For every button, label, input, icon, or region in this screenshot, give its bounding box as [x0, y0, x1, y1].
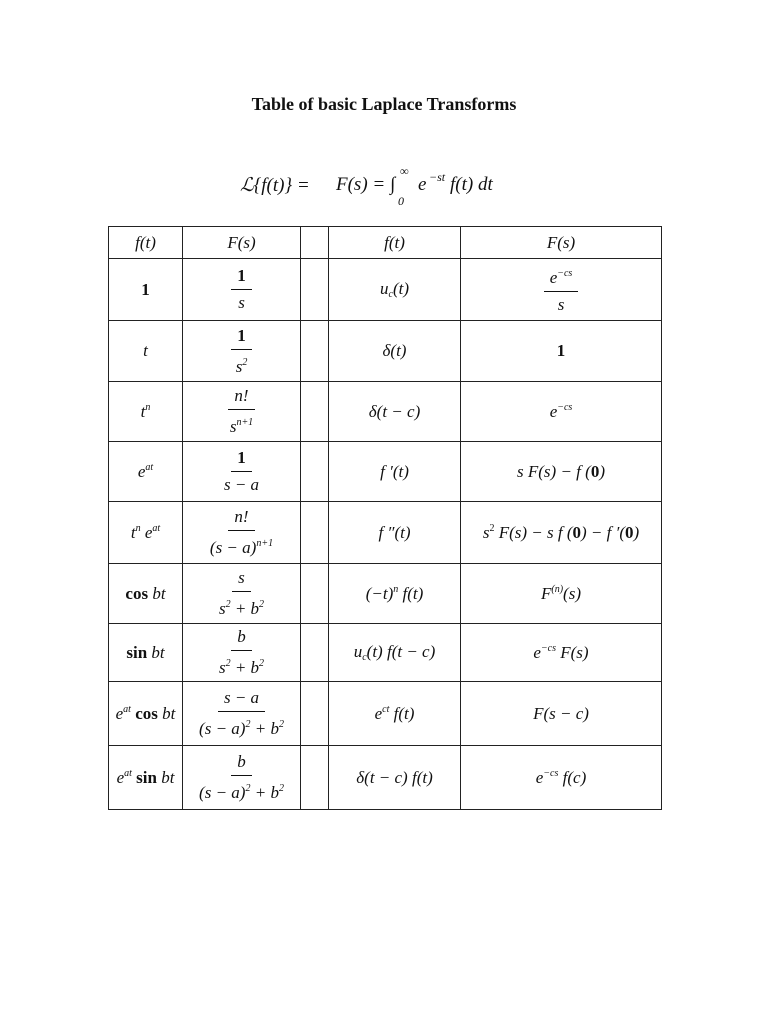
table-row — [109, 502, 662, 564]
laplace-table — [108, 226, 662, 810]
row-6-ft: cos bt — [109, 564, 183, 624]
definition-lower-limit: 0 — [398, 194, 404, 208]
row-5-Fs-right: $s^2$ F(s) − s f (0) − f ′(0) — [461, 502, 662, 564]
table-row — [109, 624, 662, 682]
row-8-Fs-right: F(s − c) — [461, 682, 662, 746]
row-5-ft: $t^n$ $e^{at}$ — [109, 502, 183, 564]
header-Fs-left: F(s) — [183, 227, 301, 259]
row-3-Fs-right: $e^{-cs}$ — [461, 382, 662, 442]
row-5-ft-right: f ″(t) — [329, 502, 461, 564]
row-1-Fs: $\frac{1}{s}$ — [183, 259, 301, 321]
separator-column — [301, 227, 329, 259]
row-6-Fs-right: $F^{(n)}(s)$ — [461, 564, 662, 624]
row-2-Fs: $\frac{1}{s^2}$ — [183, 321, 301, 382]
row-6-ft-right: $(-t)^n$ f(t) — [329, 564, 461, 624]
table-row — [109, 682, 662, 746]
row-5-Fs: $\frac{n!}{(s - a)^{n+1}}$ — [183, 502, 301, 564]
table-row — [109, 321, 662, 382]
row-9-ft-right: δ(t − c) f(t) — [329, 746, 461, 810]
row-4-ft: $e^{at}$ — [109, 442, 183, 502]
row-4-ft-right: f ′(t) — [329, 442, 461, 502]
table-row — [109, 442, 662, 502]
table-header-row — [109, 227, 662, 259]
row-7-ft: sin bt — [109, 624, 183, 682]
row-4-Fs: $\frac{1}{s - a}$ — [183, 442, 301, 502]
row-3-Fs: $\frac{n!}{s^{n+1}}$ — [183, 382, 301, 442]
definition-integrand-base: e — [418, 174, 427, 195]
row-2-Fs-right: 1 — [461, 321, 662, 382]
row-3-ft: $t^n$ — [109, 382, 183, 442]
row-4-Fs-right: s F(s) − f (0) — [461, 442, 662, 502]
row-8-Fs: $\frac{s - a}{(s - a)^2 + b^2}$ — [183, 682, 301, 746]
row-6-Fs: $\frac{s}{s^2 + b^2}$ — [183, 564, 301, 624]
definition-integrand-exp: −st — [429, 170, 446, 184]
row-1-ft: 1 — [109, 259, 183, 321]
row-9-Fs: $\frac{b}{(s - a)^2 + b^2}$ — [183, 746, 301, 810]
row-8-ft: $e^{at}$ cos bt — [109, 682, 183, 746]
row-8-ft-right: $e^{ct}$ f(t) — [329, 682, 461, 746]
row-7-Fs-right: $e^{-cs}$ F(s) — [461, 624, 662, 682]
row-2-ft-right: δ(t) — [329, 321, 461, 382]
laplace-definition — [240, 166, 530, 206]
definition-rhs: F(s) = ∫ — [336, 174, 396, 195]
definition-lhs: ℒ{f(t)} = — [240, 175, 310, 196]
table-row — [109, 382, 662, 442]
page-title: Table of basic Laplace Transforms — [251, 94, 517, 114]
row-1-ft-right: $u_c(t)$ — [329, 259, 461, 321]
row-1-Fs-right: $\frac{e^{-cs}}{s}$ — [461, 259, 662, 321]
row-2-ft: t — [109, 321, 183, 382]
definition-upper-limit: ∞ — [400, 164, 409, 178]
row-7-Fs: $\frac{b}{s^2 + b^2}$ — [183, 624, 301, 682]
table-row — [109, 746, 662, 810]
row-7-ft-right: $u_c(t) f(t - c)$ — [329, 624, 461, 682]
table-row — [109, 259, 662, 321]
header-ft-right: f(t) — [329, 227, 461, 259]
definition-integrand-rest: f(t) dt — [450, 174, 493, 195]
row-9-ft: $e^{at}$ sin bt — [109, 746, 183, 810]
header-Fs-right: F(s) — [461, 227, 662, 259]
header-ft-left: f(t) — [109, 227, 183, 259]
row-9-Fs-right: $e^{-cs}$ f(c) — [461, 746, 662, 810]
row-3-ft-right: δ(t − c) — [329, 382, 461, 442]
table-row — [109, 564, 662, 624]
